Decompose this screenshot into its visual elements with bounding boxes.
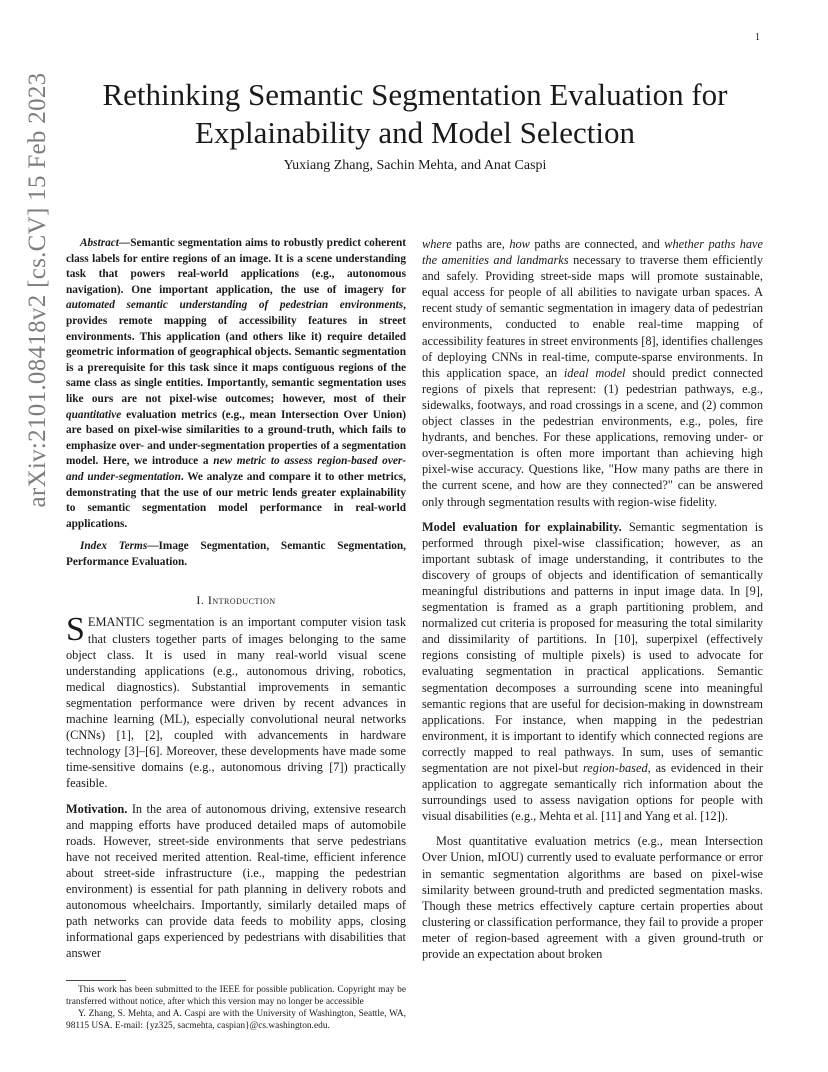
index-terms-label: Index Terms	[80, 540, 148, 553]
motivation-heading: Motivation.	[66, 801, 128, 816]
drop-cap: S	[66, 611, 85, 649]
index-terms: Index Terms—Image Segmentation, Semantic Segmentation, Performance Evaluation.	[66, 540, 406, 568]
footnote-affiliation: Y. Zhang, S. Mehta, and A. Caspi are with the University of Washington, Seattle, WA, 98115 USA. E-mail: {yz325, sacmehta, caspian}@cs.washington.edu.	[66, 1009, 406, 1032]
model-evaluation-heading: Model evaluation for explainability.	[422, 519, 622, 534]
motivation-paragraph: Motivation. In the area of autonomous driving, extensive research and mapping efforts have produced detailed maps of automobile roads. However, street-side environments that serve pedestrians have not received merited attention. Real-time, efficient inference about street-side infrastructure (i.e., mapping the pedestrian environment) is essential for path planning in delivery robots and autonomous wheelchairs. Importantly, similarly detailed maps of path networks can provide data feeds to mobility apps, closing informational gaps experienced by pedestrians with disabilities that answer	[66, 801, 406, 961]
arxiv-identifier: arXiv:2101.08418v2 [cs.CV] 15 Feb 2023	[24, 72, 51, 508]
motivation-continued-paragraph: where paths are, how paths are connected, and whether paths have the amenities and landmarks necessary to traverse them efficiently and safely. Providing street-side maps will promote sustainable, equal access for people of all abilities to navigate urban spaces. A recent study of semantic segmentation in imagery data of pedestrian environments, conducted to enable real-time mapping of accessibility features in street environments [8], identifies challenges of deploying CNNs in real-time, compute-sparse environments. In this application space, an ideal model should predict connected regions of pixels that represent: (1) pedestrian pathways, e.g., sidewalks, footways, and road crossings in a scene, and (2) common object classes in the pedestrian environments, e.g., poles, fire hydrants, and benches. For these applications, removing under- or over-segmentation is often more important than achieving high pixel-wise accuracy. Questions like, "How many paths are there in the current scene, and how are they connected?" can be answered only through segmentation results with region-wise fidelity.	[422, 237, 764, 509]
abstract-label: Abstract	[80, 237, 119, 249]
footnote-rule	[66, 980, 126, 981]
model-evaluation-paragraph: Model evaluation for explainability. Semantic segmentation is performed through pixel-wise classification; however, as an important subtask of image understanding, it contributes to the discovery of groups of objects and identification of semantically meaningful distributions and patterns in input image data. In [9], segmentation is framed as a graph partitioning problem, and normalized cut criteria is proposed for measuring the total similarity and dissimilarity of partitions. In [10], superpixel (effectively regions consisting of multiple pixels) is used to advocate for evaluating segmentation in practical applications. Semantic segmentation decomposes a surrounding scene into meaningful semantic regions that are useful for decision-making in downstream applications. For instance, when mapping in the pedestrian environment, it is important to identify which connected regions are correctly mapped to real pathways. In sum, uses of semantic segmentation are not pixel-but region-based, as evidenced in their application to aggregate semantically rich information about the surroundings used to assess navigation options for people with visual disabilities (e.g., Mehta et al. [11] and Yang et al. [12]).	[422, 519, 763, 824]
section-heading-introduction: I. Introduction	[196, 593, 276, 608]
footnote-submission: This work has been submitted to the IEEE for possible publication. Copyright may be transferred without notice, after which this version may no longer be accessible	[66, 985, 406, 1008]
page-number: 1	[755, 32, 760, 43]
abstract: Abstract—Semantic segmentation aims to robustly predict coherent class labels for entire regions of an image. It is a scene understanding task that powers real-world applications (e.g., autonomous navigation). One important application, the use of imagery for automated semantic understanding of pedestrian environments, provides remote mapping of accessibility features in street environments. This application (and others like it) require detailed geometric information of geographical objects. Semantic segmentation is a prerequisite for this task since it maps contiguous regions of the same class as single entities. Importantly, semantic segmentation uses like ours are not pixel-wise outcomes; however, most of their quantitative evaluation metrics (e.g., mean Intersection Over Union) are based on pixel-wise similarities to a ground-truth, which fails to emphasize over- and under-segmentation properties of a segmentation model. Here, we introduce a new metric to assess region-based over- and under-segmentation. We analyze and compare it to other metrics, demonstrating that the use of our metric lends greater explainability to semantic segmentation model performance in real-world applications.	[66, 237, 407, 530]
paper-title: Rethinking Semantic Segmentation Evaluation for Explainability and Model Selection	[102, 77, 728, 150]
metrics-paragraph: Most quantitative evaluation metrics (e.g., mean Intersection Over Union, mIOU) currently used to evaluate performance or error in semantic segmentation algorithms are based on pixel-wise similarity between ground-truth and predicted segmentation masks. Though these metrics effectively capture certain properties about clustering or classification performance, they fail to provide a proper meter of region-based agreement with a given ground-truth or provide an expectation about broken	[422, 834, 763, 962]
author-list: Yuxiang Zhang, Sachin Mehta, and Anat Caspi	[283, 158, 547, 173]
right-column	[422, 236, 763, 962]
intro-paragraph: SEMANTIC segmentation is an important computer vision task that clusters together parts of images belonging to the same object class. It is used in many real-world visual scene understanding applications (e.g., autonomous driving, robotics, medical diagnostics). Substantial improvements in semantic segmentation performance were driven by recent advances in machine learning (ML), especially convolutional neural networks (CNNs) [1], [2], coupled with advancements in hardware technology [3]–[6]. Moreover, these developments have made some time-sensitive domains (e.g., autonomous driving [7]) practically feasible.	[66, 611, 406, 791]
left-column	[66, 236, 406, 1033]
